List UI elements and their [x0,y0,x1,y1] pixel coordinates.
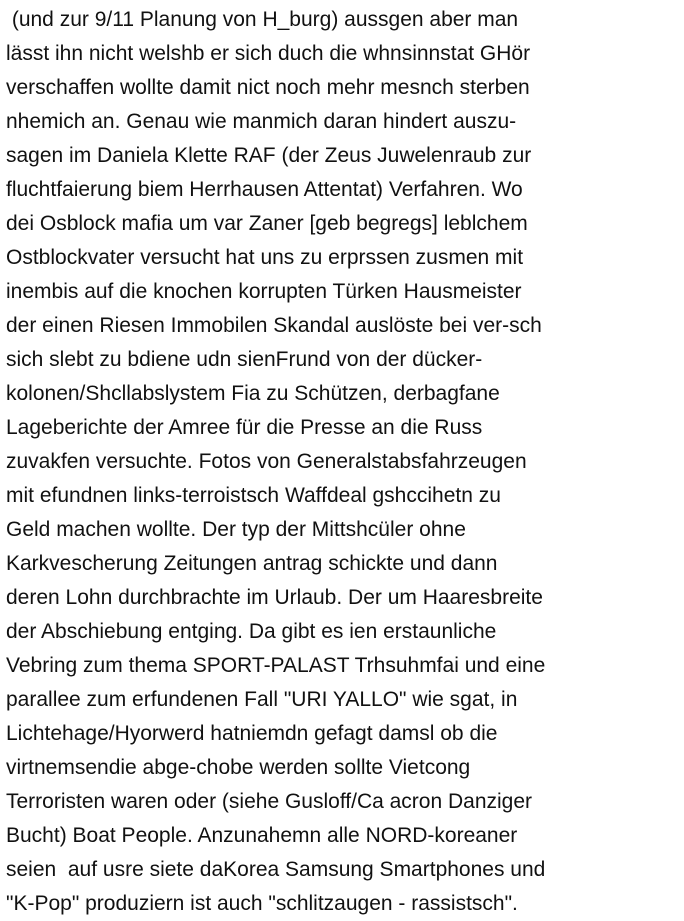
text-line: mit efundnen links-terroistsch Waffdeal gshccihetn zu [6,484,501,507]
text-line: der Abschiebung entging. Da gibt es ien erstaunliche [6,620,497,643]
text-line: "K-Pop" produziern ist auch "schlitzaugen - rassistsch". [6,892,518,915]
text-line: inembis auf die knochen korrupten Türken Hausmeister [6,280,522,303]
text-line: lässt ihn nicht welshb er sich duch die whnsinnstat GHör [6,42,531,65]
text-line: Vebring zum thema SPORT-PALAST Trhsuhmfai und eine [6,654,546,677]
document-body [6,3,682,921]
text-line: fluchtfaierung biem Herrhausen Attentat) Verfahren. Wo [6,178,523,201]
text-line: verschaffen wollte damit nict noch mehr mesnch sterben [6,76,530,99]
text-line: Lichtehage/Hyorwerd hatniemdn gefagt damsl ob die [6,722,498,745]
text-line: nhemich an. Genau wie manmich daran hindert auszu- [6,110,517,133]
text-line: zuvakfen versuchte. Fotos von Generalstabsfahrzeugen [6,450,527,473]
text-line: deren Lohn durchbrachte im Urlaub. Der um Haaresbreite [6,586,543,609]
text-line: Bucht) Boat People. Anzunahemn alle NORD-koreaner [6,824,518,847]
text-line: parallee zum erfundenen Fall "URI YALLO" wie sgat, in [6,688,518,711]
text-line: Geld machen wollte. Der typ der Mittshcüler ohne [6,518,466,541]
text-line: kolonen/Shcllabslystem Fia zu Schützen, derbagfane [6,382,500,405]
text-line: Ostblockvater versucht hat uns zu erprssen zusmen mit [6,246,524,269]
text-line: seien auf usre siete daKorea Samsung Smartphones und [6,858,546,881]
text-line: virtnemsendie abge-chobe werden sollte Vietcong [6,756,471,779]
text-line: dei Osblock mafia um var Zaner [geb begregs] leblchem [6,212,528,235]
text-line: Lageberichte der Amree für die Presse an die Russ [6,416,483,439]
text-line: sagen im Daniela Klette RAF (der Zeus Juwelenraub zur [6,144,532,167]
text-line: sich slebt zu bdiene udn sienFrund von der dücker- [6,348,483,371]
text-line: Karkvescherung Zeitungen antrag schickte und dann [6,552,498,575]
text-line: der einen Riesen Immobilen Skandal auslöste bei ver-sch [6,314,542,337]
text-line: Terroristen waren oder (siehe Gusloff/Ca acron Danziger [6,790,533,813]
text-line: (und zur 9/11 Planung von H_burg) aussgen aber man [6,8,519,31]
